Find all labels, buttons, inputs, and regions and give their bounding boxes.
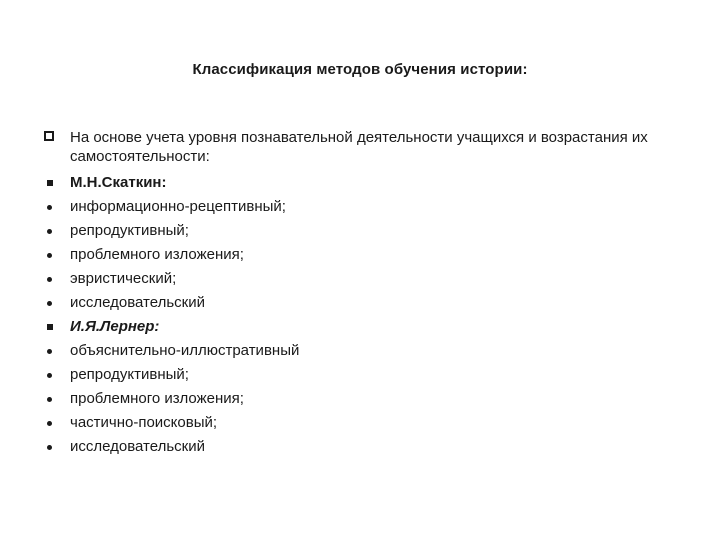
dot-bullet-icon — [45, 267, 55, 291]
dot-bullet-icon — [45, 387, 55, 411]
list-item-text: проблемного изложения; — [70, 390, 244, 407]
list-item — [44, 315, 684, 339]
list-item — [44, 387, 684, 411]
intro-text: На основе учета уровня познавательной деятельности учащихся и возрастания их самостоятельности: — [70, 129, 648, 165]
dot-bullet-icon — [45, 435, 55, 459]
list-item — [44, 435, 684, 459]
list-item-text: репродуктивный; — [70, 222, 189, 239]
list-item — [44, 291, 684, 315]
method-list — [44, 171, 684, 459]
list-item-text: проблемного изложения; — [70, 246, 244, 263]
list-item — [44, 363, 684, 387]
list-item-text: информационно-рецептивный; — [70, 198, 286, 215]
hollow-square-bullet-icon — [44, 131, 54, 141]
slide-content — [44, 128, 684, 459]
list-item-text: И.Я.Лернер: — [70, 318, 160, 335]
dot-bullet-icon — [45, 411, 55, 435]
list-item — [44, 171, 684, 195]
list-item — [44, 267, 684, 291]
list-item — [44, 243, 684, 267]
list-item-text: частично-поисковый; — [70, 414, 218, 431]
dot-bullet-icon — [45, 339, 55, 363]
list-item — [44, 339, 684, 363]
slide-title: Классификация методов обучения истории: — [192, 61, 528, 78]
list-item — [44, 195, 684, 219]
list-item-text: эвристический; — [70, 270, 177, 287]
dot-bullet-icon — [45, 291, 55, 315]
list-item-text: М.Н.Скаткин: — [70, 174, 167, 191]
list-item-text: исследовательский — [70, 294, 205, 311]
dot-bullet-icon — [45, 195, 55, 219]
list-item-text: объяснительно-иллюстративный — [70, 342, 300, 359]
square-bullet-icon — [45, 315, 55, 339]
dot-bullet-icon — [45, 219, 55, 243]
dot-bullet-icon — [45, 243, 55, 267]
list-item — [44, 219, 684, 243]
square-bullet-icon — [45, 171, 55, 195]
list-item-text: исследовательский — [70, 438, 205, 455]
list-item-text: репродуктивный; — [70, 366, 189, 383]
dot-bullet-icon — [45, 363, 55, 387]
intro-paragraph — [44, 128, 684, 166]
list-item — [44, 411, 684, 435]
